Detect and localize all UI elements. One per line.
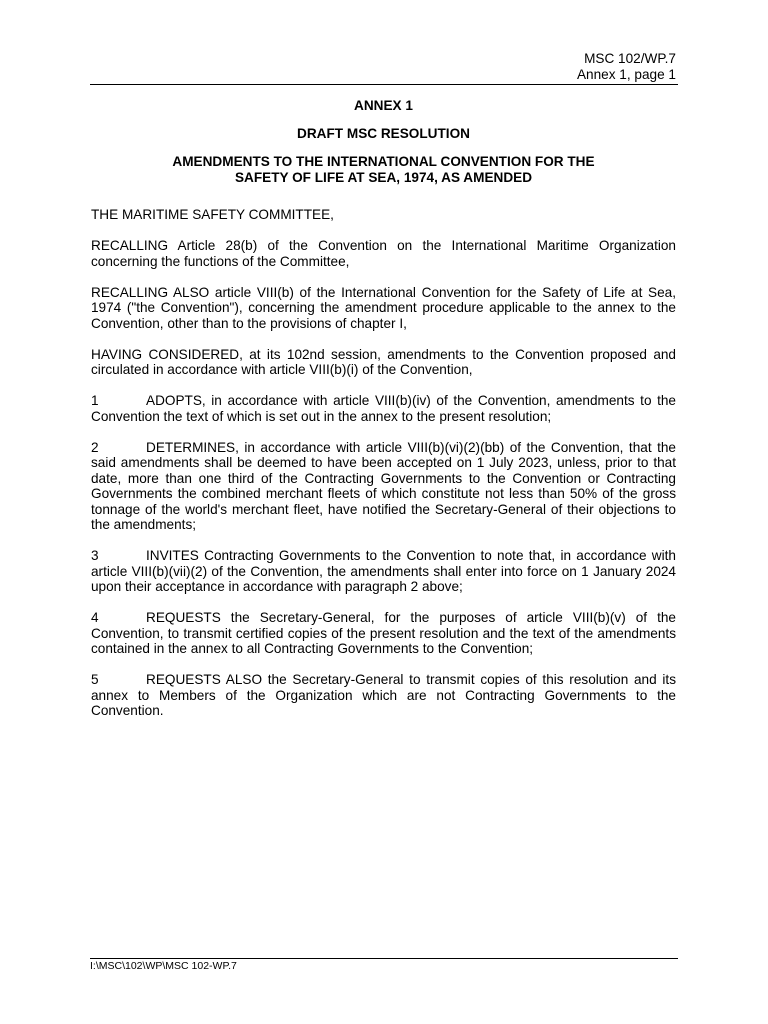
annex-title: ANNEX 1 <box>354 98 413 113</box>
paragraph-text: REQUESTS ALSO the Secretary-General to transmit copies of this resolution and its annex to Members of the Organization which are not Contracting Governments to the Convention. <box>91 672 676 718</box>
amendments-title <box>91 154 676 185</box>
amendments-title-line-2: SAFETY OF LIFE AT SEA, 1974, AS AMENDED <box>234 169 533 185</box>
paragraph-text: DETERMINES, in accordance with article VIII(b)(vi)(2)(bb) of the Convention, that the said amendments shall be deemed to have been accepted on 1 July 2023, unless, prior to that date, more than one third of the Contracting Governments to the Convention or Contracting Governments the combined merchant fleets of which constitute not less than 50% of the gross tonnage of the world's merchant fleet, have notified the Secretary-General of their objections to the amendments; <box>91 439 676 532</box>
paragraph-number: 3 <box>91 548 99 563</box>
preamble-paragraph: RECALLING Article 28(b) of the Convention on the International Maritime Organization concerning the functions of the Committee, <box>91 238 676 269</box>
operative-paragraph <box>91 440 676 533</box>
preamble-paragraph: HAVING CONSIDERED, at its 102nd session, amendments to the Convention proposed and circulated in accordance with article VIII(b)(i) of the Convention, <box>91 346 676 377</box>
document-reference: MSC 102/WP.7 <box>584 51 676 66</box>
preamble-paragraph: RECALLING ALSO article VIII(b) of the International Convention for the Safety of Life at Sea, 1974 ("the Convention"), concerning the amendment procedure applicable to the annex to the Convention, other than to the provisions of chapter I, <box>91 284 676 331</box>
operative-paragraph <box>91 610 676 657</box>
paragraph-text: REQUESTS the Secretary-General, for the purposes of article VIII(b)(v) of the Convention, to transmit certified copies of the present resolution and the text of the amendments contained in the annex to all Contracting Governments to the Convention; <box>91 610 676 656</box>
document-header <box>577 51 676 83</box>
footer-divider <box>90 958 678 959</box>
operative-paragraph <box>91 672 676 719</box>
document-body <box>91 98 676 734</box>
amendments-title-line-1: AMENDMENTS TO THE INTERNATIONAL CONVENTION FOR THE <box>172 154 595 169</box>
footer-file-path: I:\MSC\102\WP\MSC 102-WP.7 <box>90 960 237 972</box>
paragraph-text: INVITES Contracting Governments to the Convention to note that, in accordance with article VIII(b)(vii)(2) of the Convention, the amendments shall enter into force on 1 January 2024 upon their acceptance in accordance with paragraph 2 above; <box>91 548 676 594</box>
operative-paragraph <box>91 393 676 424</box>
header-divider <box>90 84 678 85</box>
committee-line: THE MARITIME SAFETY COMMITTEE, <box>91 207 334 222</box>
operative-paragraph <box>91 548 676 595</box>
page-reference: Annex 1, page 1 <box>576 67 676 82</box>
paragraph-number: 2 <box>91 439 99 455</box>
paragraph-text: ADOPTS, in accordance with article VIII(b)(iv) of the Convention, amendments to the Convention the text of which is set out in the annex to the present resolution; <box>91 393 676 424</box>
resolution-title: DRAFT MSC RESOLUTION <box>297 125 470 141</box>
paragraph-number: 5 <box>91 672 99 687</box>
paragraph-number: 1 <box>91 393 99 408</box>
paragraph-number: 4 <box>91 610 99 625</box>
